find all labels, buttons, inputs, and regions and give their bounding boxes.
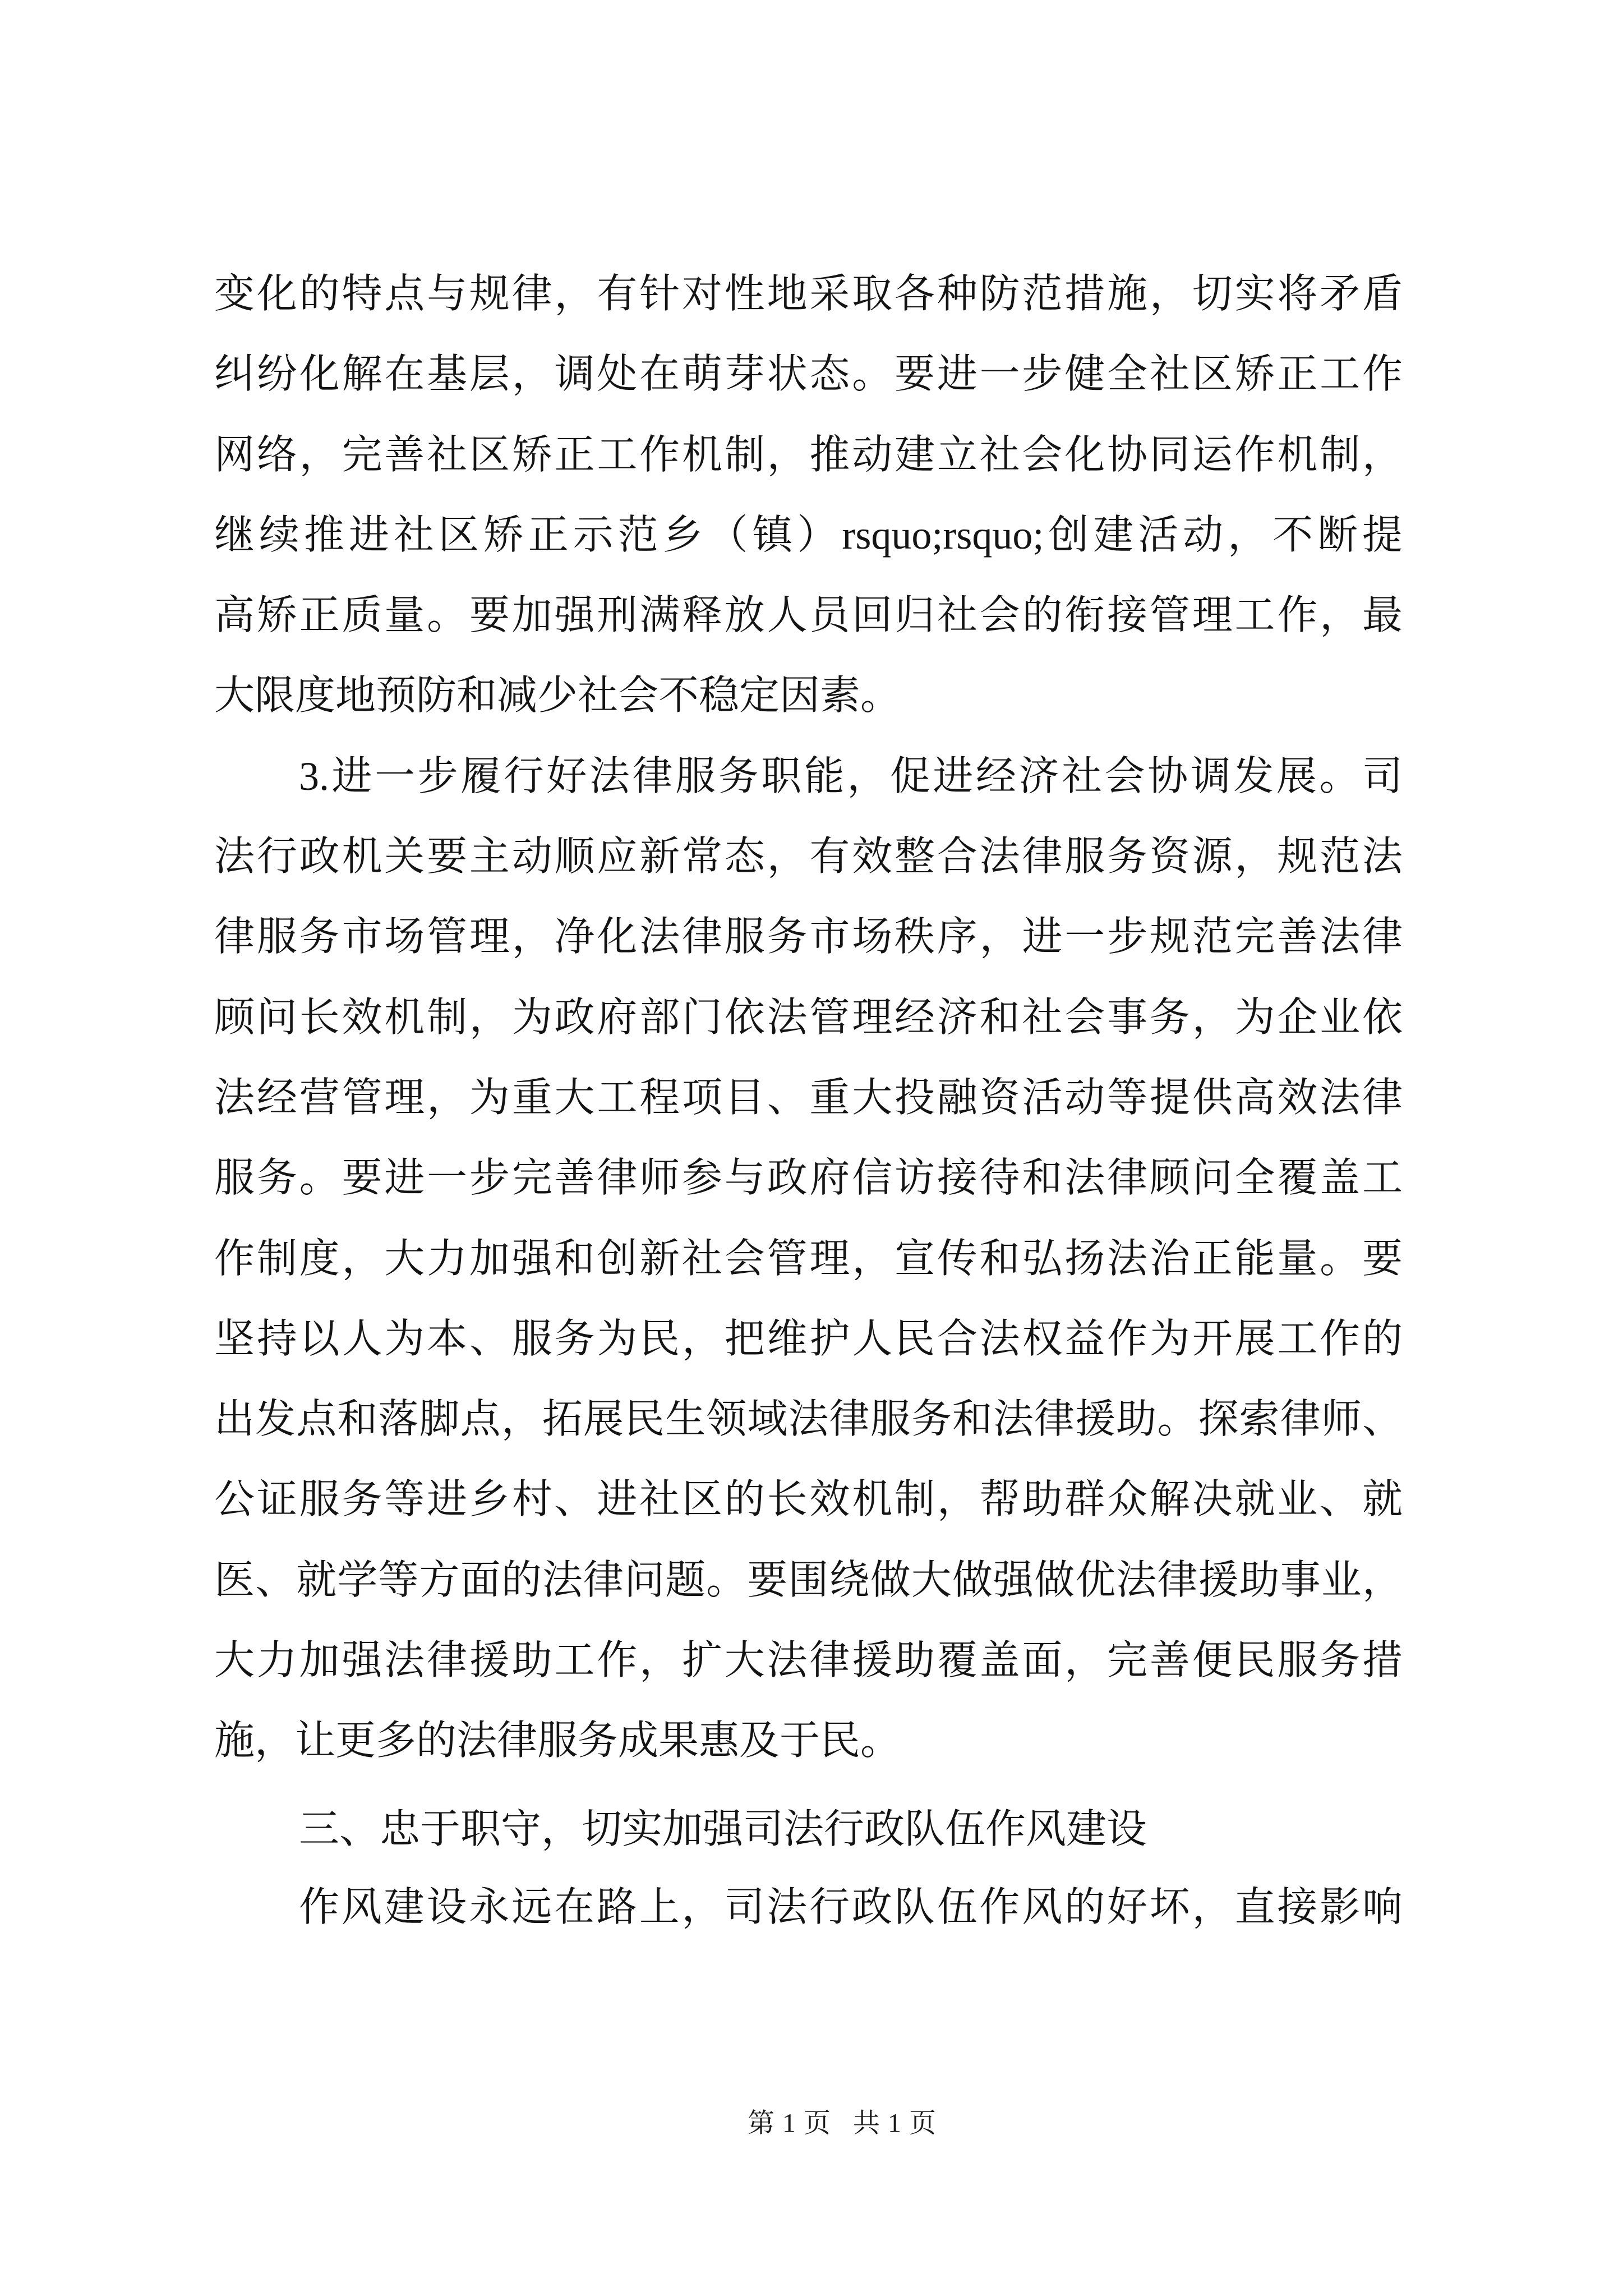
paragraph (214, 1867, 1403, 1948)
paragraph-line: 出发点和落脚点，拓展民生领域法律服务和法律援助。探索律师、 (214, 1397, 1403, 1442)
section-heading (214, 1789, 1403, 1870)
paragraph-line: 大限度地预防和减少社会不稳定因素。 (214, 673, 901, 719)
paragraph-line: 法经营管理，为重大工程项目、重大投融资活动等提供高效法律 (214, 1075, 1403, 1120)
paragraph-line: 纠纷化解在基层，调处在萌芽状态。要进一步健全社区矫正工作 (214, 352, 1403, 397)
paragraph-line: 大力加强法律援助工作，扩大法律援助覆盖面，完善便民服务措 (214, 1638, 1403, 1683)
paragraph-line: 变化的特点与规律，有针对性地采取各种防范措施，切实将矛盾 (214, 272, 1403, 316)
paragraph-line: 法行政机关要主动顺应新常态，有效整合法律服务资源，规范法 (214, 834, 1403, 880)
document-body (214, 254, 1403, 1948)
paragraph-line: 继续推进社区矫正示范乡（镇）rsquo;rsquo;创建活动，不断提 (214, 512, 1403, 558)
section-heading-text: 三、忠于职守，切实加强司法行政队伍作风建设 (299, 1806, 1147, 1852)
paragraph-line: 作风建设永远在路上，司法行政队伍作风的好坏，直接影响 (299, 1884, 1403, 1930)
paragraph (214, 737, 1403, 1782)
paragraph-line: 公证服务等进乡村、进社区的长效机制，帮助群众解决就业、就 (214, 1477, 1403, 1522)
page-footer: 第1页 共1页 (747, 2108, 944, 2138)
paragraph-line: 施，让更多的法律服务成果惠及于民。 (214, 1718, 901, 1764)
paragraph-line: 律服务市场管理，净化法律服务市场秩序，进一步规范完善法律 (214, 914, 1403, 960)
paragraph-line: 服务。要进一步完善律师参与政府信访接待和法律顾问全覆盖工 (214, 1156, 1403, 1201)
paragraph-line: 网络，完善社区矫正工作机制，推动建立社会化协同运作机制， (214, 432, 1403, 477)
paragraph-line: 3.进一步履行好法律服务职能，促进经济社会协调发展。司 (299, 753, 1403, 799)
paragraph-line: 高矫正质量。要加强刑满释放人员回归社会的衔接管理工作，最 (214, 593, 1403, 638)
paragraph-line: 坚持以人为本、服务为民，把维护人民合法权益作为开展工作的 (214, 1316, 1403, 1361)
paragraph-line: 医、就学等方面的法律问题。要围绕做大做强做优法律援助事业， (214, 1557, 1403, 1603)
paragraph-line: 顾问长效机制，为政府部门依法管理经济和社会事务，为企业依 (214, 995, 1403, 1040)
paragraph (214, 254, 1403, 737)
paragraph-line: 作制度，大力加强和创新社会管理，宣传和弘扬法治正能量。要 (214, 1236, 1403, 1281)
